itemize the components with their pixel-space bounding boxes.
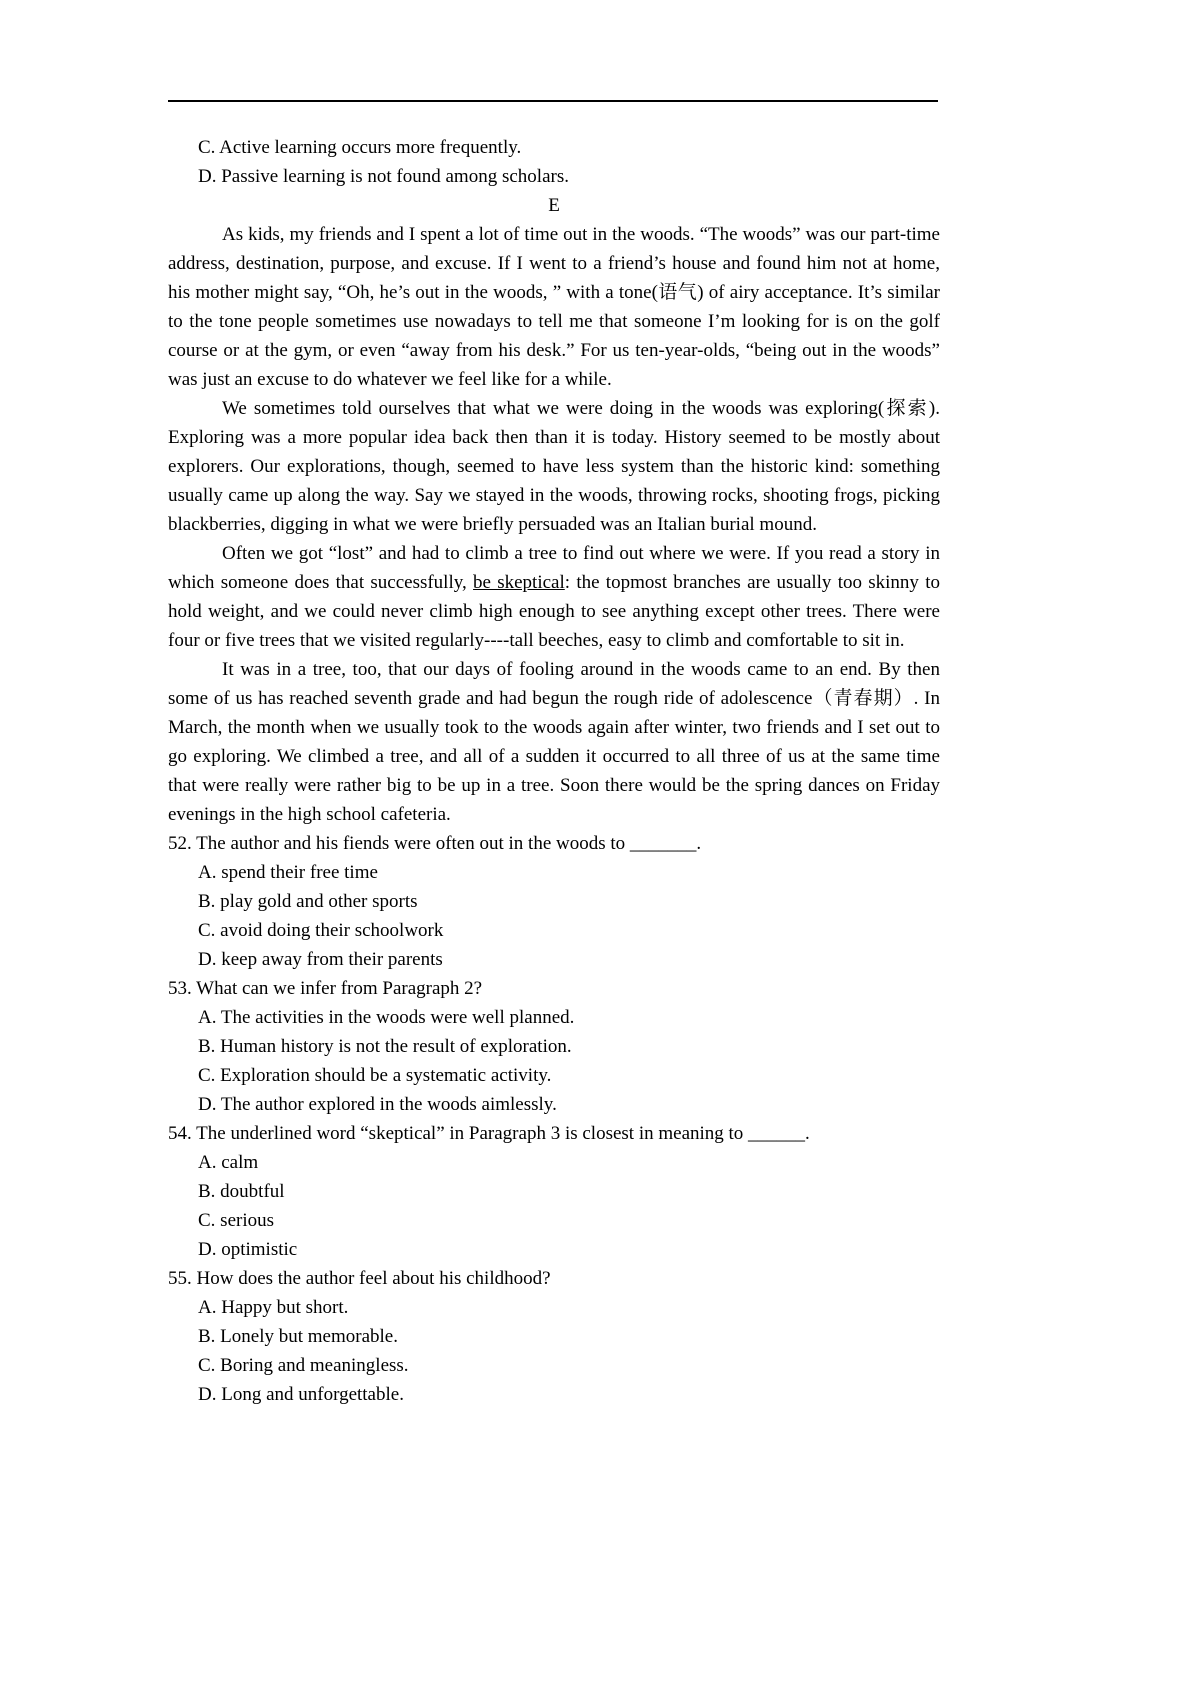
previous-question-option: C. Active learning occurs more frequently. xyxy=(198,137,522,158)
question-option: A. The activities in the woods were well planned. xyxy=(198,1007,575,1028)
question-stem: 55. How does the author feel about his childhood? xyxy=(168,1268,551,1289)
passage-paragraph-3 xyxy=(168,539,940,655)
question-54 xyxy=(168,1119,940,1264)
question-55 xyxy=(168,1264,940,1409)
exam-page-content xyxy=(168,133,940,1409)
question-option: C. Boring and meaningless. xyxy=(198,1355,409,1376)
previous-question-option: D. Passive learning is not found among scholars. xyxy=(198,166,569,187)
question-option: B. Human history is not the result of exploration. xyxy=(198,1036,572,1057)
question-stem: 53. What can we infer from Paragraph 2? xyxy=(168,978,483,999)
question-option: B. play gold and other sports xyxy=(198,891,418,912)
question-stem: 54. The underlined word “skeptical” in Paragraph 3 is closest in meaning to ______. xyxy=(168,1123,810,1144)
question-option: C. avoid doing their schoolwork xyxy=(198,920,444,941)
paragraph-3-text: : the topmost branches are usually too skinny to hold weight, and we could never climb high enough to see anything except other trees. There were four or five trees that we visited regularly----tall beeches, easy to climb and comfortable to sit in. xyxy=(168,572,940,651)
paragraph-3-text: Often we got “lost” and had to climb a tree to find out where we were. If you read a story in which someone does that successfully, xyxy=(168,543,940,593)
passage-paragraph-2: We sometimes told ourselves that what we were doing in the woods was exploring(探索). Exploring was a more popular idea back then than it is today. History seemed to be mostly about explorers. Our explorations, though, seemed to have less system than the historic kind: something usually came up along the way. Say we stayed in the woods, throwing rocks, shooting frogs, picking blackberries, digging in what we were briefly persuaded was an Italian burial mound. xyxy=(168,398,940,535)
question-option: D. optimistic xyxy=(198,1239,298,1260)
question-53 xyxy=(168,974,940,1119)
question-option: C. serious xyxy=(198,1210,274,1231)
question-option: D. Long and unforgettable. xyxy=(198,1384,404,1405)
question-52 xyxy=(168,829,940,974)
question-option: B. doubtful xyxy=(198,1181,285,1202)
passage-section-label: E xyxy=(548,195,560,216)
question-option: A. Happy but short. xyxy=(198,1297,349,1318)
question-option: D. keep away from their parents xyxy=(198,949,443,970)
passage-paragraph-1: As kids, my friends and I spent a lot of time out in the woods. “The woods” was our part-time address, destination, purpose, and excuse. If I went to a friend’s house and found him not at home, his mother might say, “Oh, he’s out in the woods, ” with a tone(语气) of airy acceptance. It’s similar to the tone people sometimes use nowadays to tell me that someone I’m looking for is on the golf course or at the gym, or even “away from his desk.” For us ten-year-olds, “being out in the woods” was just an excuse to do whatever we feel like for a while. xyxy=(168,224,940,390)
question-option: D. The author explored in the woods aimlessly. xyxy=(198,1094,557,1115)
header-rule xyxy=(168,100,938,102)
question-stem: 52. The author and his fiends were often out in the woods to _______. xyxy=(168,833,702,854)
question-option: A. spend their free time xyxy=(198,862,378,883)
question-option: B. Lonely but memorable. xyxy=(198,1326,398,1347)
question-option: A. calm xyxy=(198,1152,259,1173)
passage-paragraph-4: It was in a tree, too, that our days of fooling around in the woods came to an end. By then some of us has reached seventh grade and had begun the rough ride of adolescence（青春期）. In March, the month when we usually took to the woods again after winter, two friends and I set out to go exploring. We climbed a tree, and all of a sudden it occurred to all three of us at the same time that were really were rather big to be up in a tree. Soon there would be the spring dances on Friday evenings in the high school cafeteria. xyxy=(168,659,940,825)
underlined-word: be skeptical xyxy=(473,572,565,593)
question-option: C. Exploration should be a systematic activity. xyxy=(198,1065,552,1086)
